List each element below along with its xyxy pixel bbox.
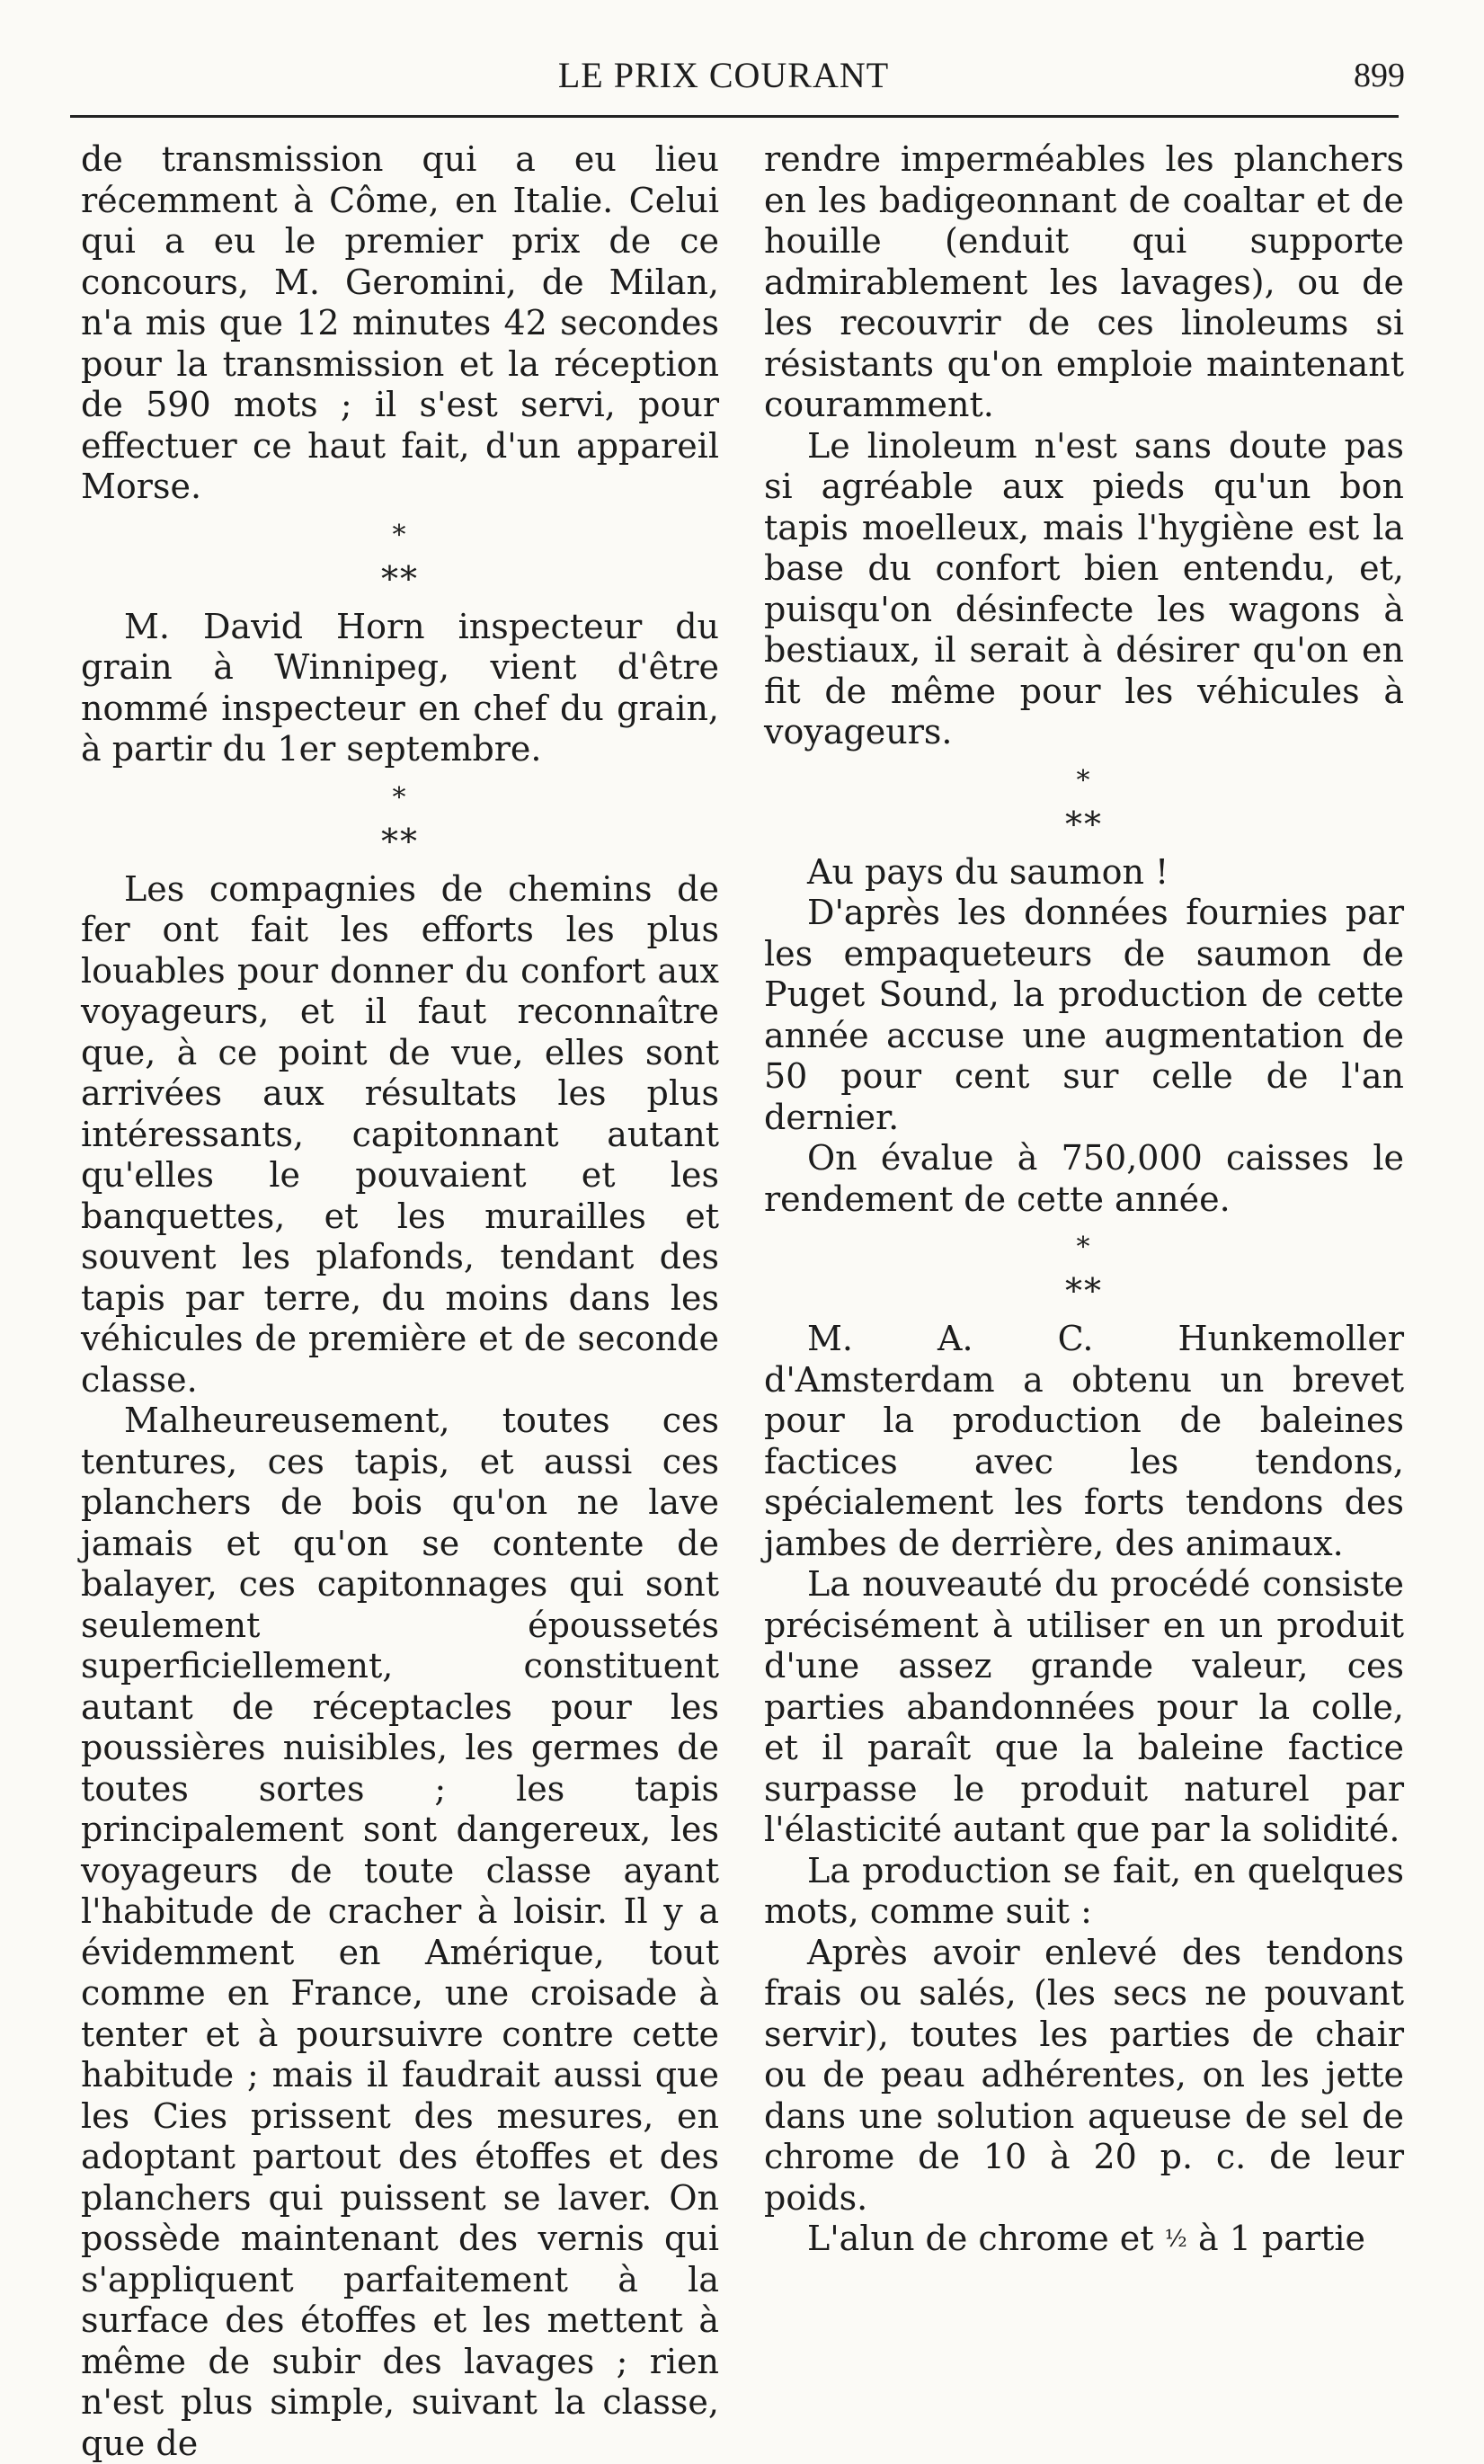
page-number: 899 [1354, 57, 1405, 94]
paragraph: La production se fait, en quelques mots, comme suit : [764, 1850, 1404, 1931]
paragraph: Après avoir enlevé des tendons frais ou salés, (les secs ne pouvant servir), toutes les parties de chair ou de peau adhérentes, on les jette dans une solution aqueuse de sel de chrome de 10 à 20 p. c. de leur poids. [764, 1932, 1404, 2218]
asterism-separator [764, 764, 1404, 844]
paragraph: La nouveauté du procédé consiste précisément à utiliser en un produit d'une assez grande valeur, ces parties abandonnées pour la colle, et il paraît que la baleine factice surpasse le produit naturel par l'élasticité autant que par la solidité. [764, 1564, 1404, 1849]
section-heading: Au pays du saumon ! [807, 851, 1169, 892]
asterism-separator [764, 1232, 1404, 1311]
paragraph: rendre imperméables les planchers en les badigeonnant de coaltar et de houille (enduit qui supporte admirablement les lavages), ou de les recouvrir de ces linoleums si résistants qu'on emploie maintenant couramment. [764, 139, 1404, 424]
asterism-top: * [392, 781, 408, 814]
asterism-bottom: ** [381, 558, 419, 599]
paragraph: On évalue à 750,000 caisses le rendement de cette année. [764, 1138, 1404, 1219]
text-run: L'alun de chrome et [807, 2219, 1154, 2258]
asterism-bottom: ** [1065, 804, 1103, 844]
paragraph: Le linoleum n'est sans doute pas si agréable aux pieds qu'un bon tapis moelleux, mais l'hygiène est la base du confort bien entendu, et, puisqu'on désinfecte les wagons à bestiaux, il serait à désirer qu'on en fit de même pour les véhicules à voyageurs. [764, 425, 1404, 752]
right-column [764, 139, 1404, 2261]
header-rule [70, 115, 1399, 118]
asterism-top: * [1076, 1232, 1092, 1263]
asterism-separator [81, 519, 719, 599]
asterism-bottom: ** [1065, 1271, 1103, 1311]
page-header [0, 47, 1484, 101]
paragraph: M. A. C. Hunkemoller d'Amsterdam a obtenu un brevet pour la production de baleines factices avec les tendons, spécialement les forts tendons des jambes de derrière, des animaux. [764, 1319, 1404, 1563]
paragraph: de transmission qui a eu lieu récemment à Côme, en Italie. Celui qui a eu le premier prix de ce concours, M. Geromini, de Milan, n'a mis que 12 minutes 42 secondes pour la transmission et la réception de 590 mots ; il s'est servi, pour effectuer ce haut fait, d'un appareil Morse. [81, 139, 719, 506]
asterism-top: * [1076, 764, 1092, 796]
fraction: ½ [1164, 2226, 1187, 2253]
paragraph: D'après les données fournies par les empaqueteurs de saumon de Puget Sound, la production de cette année accuse une augmentation de 50 pour cent sur celle de l'an dernier. [764, 893, 1404, 1137]
asterism-bottom: ** [381, 821, 419, 861]
paragraph [764, 2219, 1404, 2261]
journal-title: LE PRIX COURANT [557, 55, 890, 95]
paragraph: Les compagnies de chemins de fer ont fait les efforts les plus louables pour donner du confort aux voyageurs, et il faut reconnaître que, à ce point de vue, elles sont arrivées aux résultats les plus intéressants, capitonnant autant qu'elles le pouvaient et les banquettes, et les murailles et souvent les plafonds, tendant des tapis par terre, du moins dans les véhicules de première et de seconde classe. [81, 868, 719, 1400]
left-column [81, 139, 719, 2464]
asterism-separator [81, 781, 719, 861]
asterism-top: * [392, 519, 408, 551]
paragraph: Malheureusement, toutes ces tentures, ces tapis, et aussi ces planchers de bois qu'on ne lave jamais et qu'on se contente de balayer, ces capitonnages qui sont seulement époussetés superficiellement, constituent autant de réceptacles pour les poussières nuisibles, les germes de toutes sortes ; les tapis principalement sont dangereux, les voyageurs de toute classe ayant l'habitude de cracher à loisir. Il y a évidemment en Amérique, tout comme en France, une croisade à tenter et à poursuivre contre cette habitude ; mais il faudrait aussi que les Cies prissent des mesures, en adoptant partout des étoffes et des planchers qui puissent se laver. On possède maintenant des vernis qui s'appliquent parfaitement à la surface des étoffes et les mettent à même de subir des lavages ; rien n'est plus simple, suivant la classe, que de [81, 1401, 719, 2463]
paragraph: M. David Horn inspecteur du grain à Winnipeg, vient d'être nommé inspecteur en chef du grain, à partir du 1er septembre. [81, 606, 719, 769]
text-run: à 1 partie [1197, 2219, 1366, 2258]
